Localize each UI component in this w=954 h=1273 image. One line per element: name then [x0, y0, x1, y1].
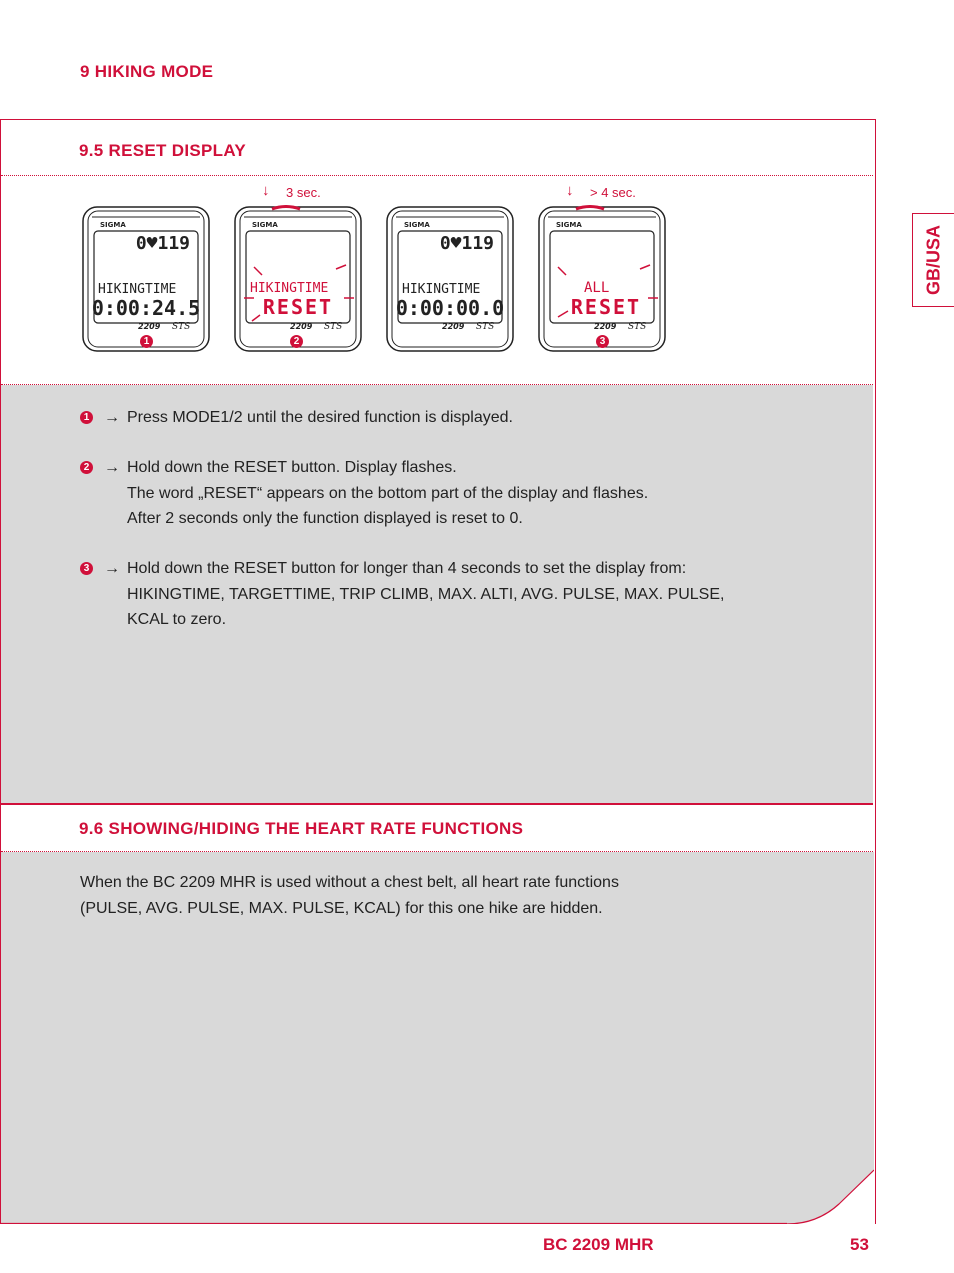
device-main-value: 0:00:24.5 — [91, 296, 201, 320]
device-brand: SIGMA — [252, 221, 278, 229]
device-model: 2209 — [290, 322, 313, 331]
svg-text:STS: STS — [628, 322, 647, 332]
bike-computer-icon — [232, 205, 364, 353]
device-model: 2209 — [594, 322, 617, 331]
device-display-1 — [80, 205, 212, 353]
device-display-2 — [232, 205, 364, 353]
bike-computer-icon — [80, 205, 212, 353]
device-model: 2209 — [138, 322, 161, 331]
arrow-right-icon: → — [104, 459, 120, 476]
device-top-value: 0♥119 — [439, 233, 494, 254]
press-duration-label: > 4 sec. — [590, 185, 636, 200]
device-brand: SIGMA — [556, 221, 582, 229]
press-arrow-icon: ↓ — [566, 182, 574, 199]
device-display-3 — [384, 205, 516, 353]
page-number: 53 — [850, 1235, 869, 1254]
step-marker-3: 3 — [596, 335, 609, 348]
arrow-right-icon: → — [104, 409, 120, 426]
svg-text:STS: STS — [476, 322, 495, 332]
device-function-label: HIKINGTIME — [98, 282, 177, 297]
device-function-label: ALL — [584, 280, 610, 296]
device-model: 2209 — [442, 322, 465, 331]
device-main-value: RESET — [570, 295, 642, 319]
press-arrow-icon: ↓ — [262, 182, 270, 199]
language-tab-label: GB/USA — [923, 224, 944, 296]
device-top-value: 0♥119 — [135, 233, 190, 254]
heart-rate-text: When the BC 2209 MHR is used without a chest belt, all heart rate functions (PULSE, AVG. PULSE, MAX. PULSE, KCAL) for this one hike are hidden. — [80, 874, 619, 917]
device-brand: SIGMA — [100, 221, 126, 229]
language-tab — [912, 213, 954, 307]
device-main-value: RESET — [262, 295, 334, 319]
device-main-value: 0:00:00.0 — [395, 296, 505, 320]
step-text: Hold down the RESET button. Display flashes. The word „RESET“ appears on the bottom part of the display and flashes. After 2 seconds only the function displayed is reset to 0. — [127, 459, 649, 527]
step-number: 3 — [80, 562, 93, 575]
device-display-4 — [536, 205, 668, 353]
device-function-label: HIKINGTIME — [250, 281, 329, 296]
section-title: 9 HIKING MODE — [80, 62, 214, 81]
step-text: Press MODE1/2 until the desired function is displayed. — [127, 409, 513, 426]
step-marker-1: 1 — [140, 335, 153, 348]
bike-computer-icon — [384, 205, 516, 353]
footer-model: BC 2209 MHR — [543, 1235, 654, 1254]
press-duration-label: 3 sec. — [286, 185, 321, 200]
bike-computer-icon — [536, 205, 668, 353]
step-marker-2: 2 — [290, 335, 303, 348]
svg-text:STS: STS — [324, 322, 343, 332]
device-function-label: HIKINGTIME — [402, 282, 481, 297]
heart-rate-title: 9.6 SHOWING/HIDING THE HEART RATE FUNCTIONS — [79, 819, 524, 838]
svg-text:STS: STS — [172, 322, 191, 332]
step-text: Hold down the RESET button for longer than 4 seconds to set the display from: HIKINGTIME, TARGETTIME, TRIP CLIMB, MAX. ALTI, AVG. PULSE, MAX. PULSE, KCAL to zero. — [127, 560, 725, 628]
device-brand: SIGMA — [404, 221, 430, 229]
step-number: 2 — [80, 461, 93, 474]
step-number: 1 — [80, 411, 93, 424]
reset-display-title: 9.5 RESET DISPLAY — [79, 141, 246, 160]
arrow-right-icon: → — [104, 560, 120, 577]
